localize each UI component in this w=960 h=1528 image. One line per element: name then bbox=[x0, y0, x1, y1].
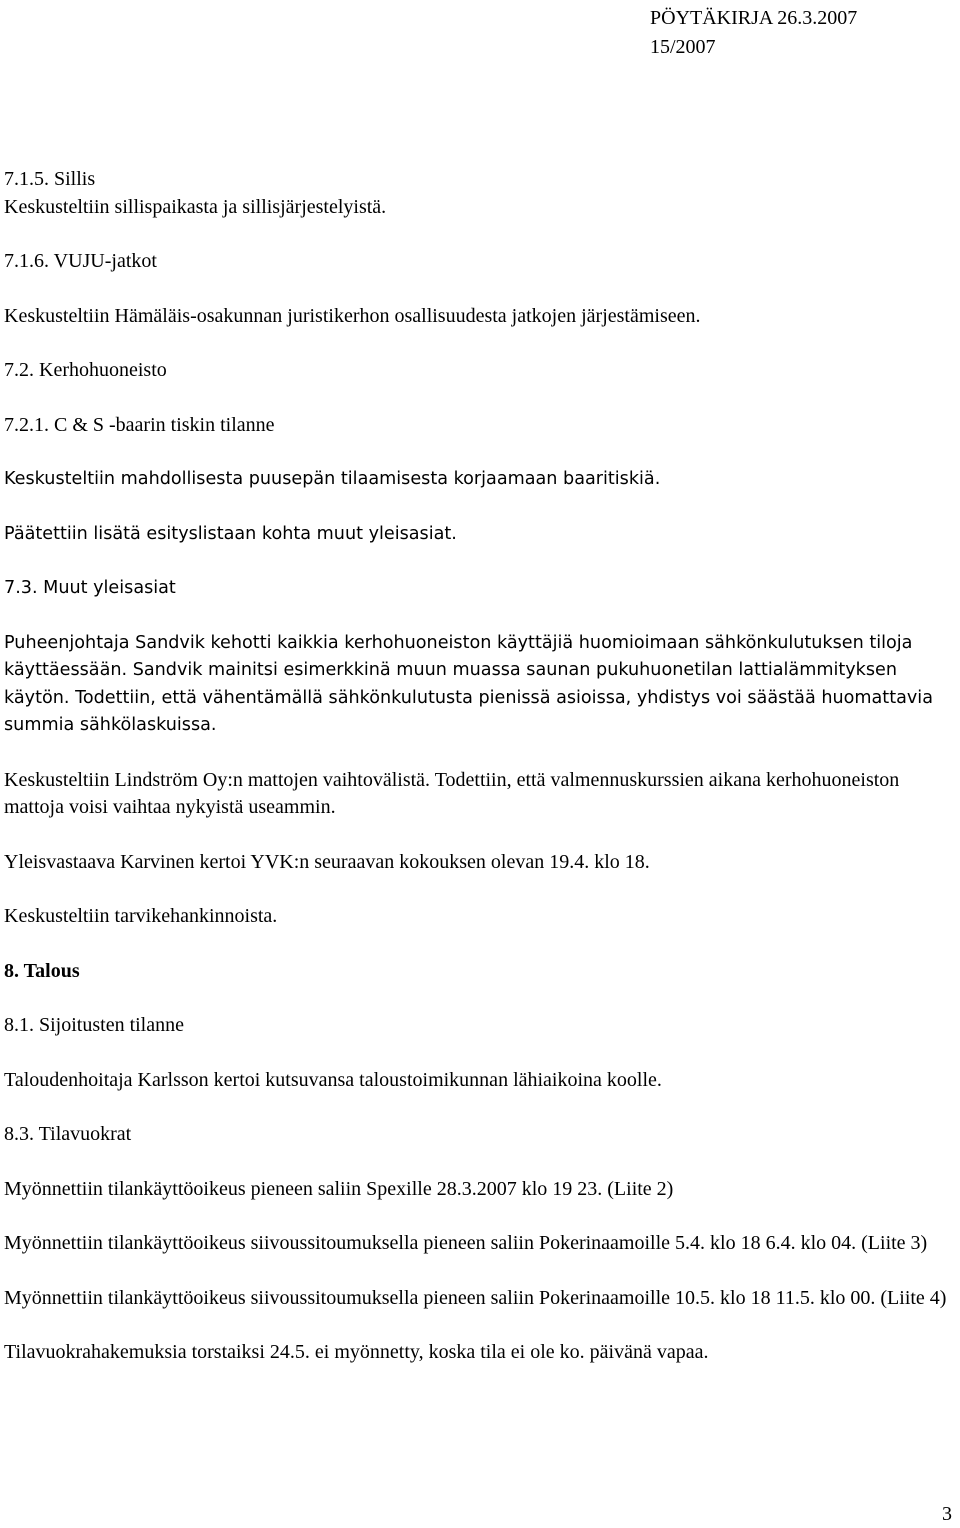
heading-8-talous: 8. Talous bbox=[4, 959, 80, 982]
heading-7-2-1: 7.2.1. C & S -baarin tiskin tilanne bbox=[4, 413, 275, 436]
paragraph-yvk: Yleisvastaava Karvinen kertoi YVK:n seuraavan kokouksen olevan 19.4. klo 18. bbox=[4, 850, 650, 873]
heading-7-1-5: 7.1.5. Sillis bbox=[4, 168, 96, 190]
paragraph-pokerinaamat-liite-4: Myönnettiin tilankäyttöoikeus siivoussitoumuksella pieneen saliin Pokerinaamoille 10.5. klo 18 11.5. klo 00. (Liite 4) bbox=[4, 1286, 947, 1309]
heading-7-3: 7.3. Muut yleisasiat bbox=[4, 578, 176, 598]
paragraph-sahkonkulutus: Puheenjohtaja Sandvik kehotti kaikkia kerhohuoneiston käyttäjiä huomioimaan sähkönkulutuksen tiloja käyttäessään. Sandvik mainitsi esimerkkinä muun muassa saunan pukuhuonetilan lattialämmityksen käytön. Todettiin, että vähentämällä sähkönkulutusta pienissä asioissa, yhdistys voi säästää huomattavia summia sähkölaskuissa. bbox=[4, 632, 933, 735]
heading-8-3: 8.3. Tilavuokrat bbox=[4, 1123, 132, 1145]
document-header bbox=[650, 4, 950, 62]
paragraph-pokerinaamat-liite-3: Myönnettiin tilankäyttöoikeus siivoussitoumuksella pieneen saliin Pokerinaamoille 5.4. klo 18 6.4. klo 04. (Liite 3) bbox=[4, 1232, 928, 1254]
paragraph-tarvikkeet: Keskusteltiin tarvikehankinnoista. bbox=[4, 905, 278, 927]
page-number: 3 bbox=[942, 1503, 952, 1525]
paragraph-sillis: Keskusteltiin sillispaikasta ja sillisjärjestelyistä. bbox=[4, 195, 387, 218]
paragraph-taloustoimikunta: Taloudenhoitaja Karlsson kertoi kutsuvansa taloustoimikunnan lähiaikoina koolle. bbox=[4, 1068, 662, 1091]
document-body bbox=[4, 166, 948, 1394]
heading-8-1: 8.1. Sijoitusten tilanne bbox=[4, 1014, 184, 1036]
header-number: 15/2007 bbox=[650, 36, 716, 58]
paragraph-matot: Keskusteltiin Lindström Oy:n mattojen vaihtovälistä. Todettiin, että valmennuskurssien aikana kerhohuoneiston mattoja voisi vaihtaa nykyistä useammin. bbox=[4, 768, 900, 818]
heading-7-1-6: 7.1.6. VUJU-jatkot bbox=[4, 250, 157, 272]
paragraph-esityslista: Päätettiin lisätä esityslistaan kohta muut yleisasiat. bbox=[4, 523, 457, 544]
paragraph-baaritiski: Keskusteltiin mahdollisesta puusepän tilaamisesta korjaamaan baaritiskiä. bbox=[4, 469, 661, 489]
paragraph-spexi: Myönnettiin tilankäyttöoikeus pieneen saliin Spexille 28.3.2007 klo 19 23. (Liite 2) bbox=[4, 1177, 674, 1200]
header-title: PÖYTÄKIRJA 26.3.2007 bbox=[650, 7, 858, 29]
paragraph-vuju: Keskusteltiin Hämäläis-osakunnan juristikerhon osallisuudesta jatkojen järjestämiseen. bbox=[4, 304, 701, 327]
paragraph-tilavuokrahakemukset: Tilavuokrahakemuksia torstaiksi 24.5. ei myönnetty, koska tila ei ole ko. päivänä vapaa. bbox=[4, 1341, 709, 1363]
heading-7-2: 7.2. Kerhohuoneisto bbox=[4, 359, 167, 381]
